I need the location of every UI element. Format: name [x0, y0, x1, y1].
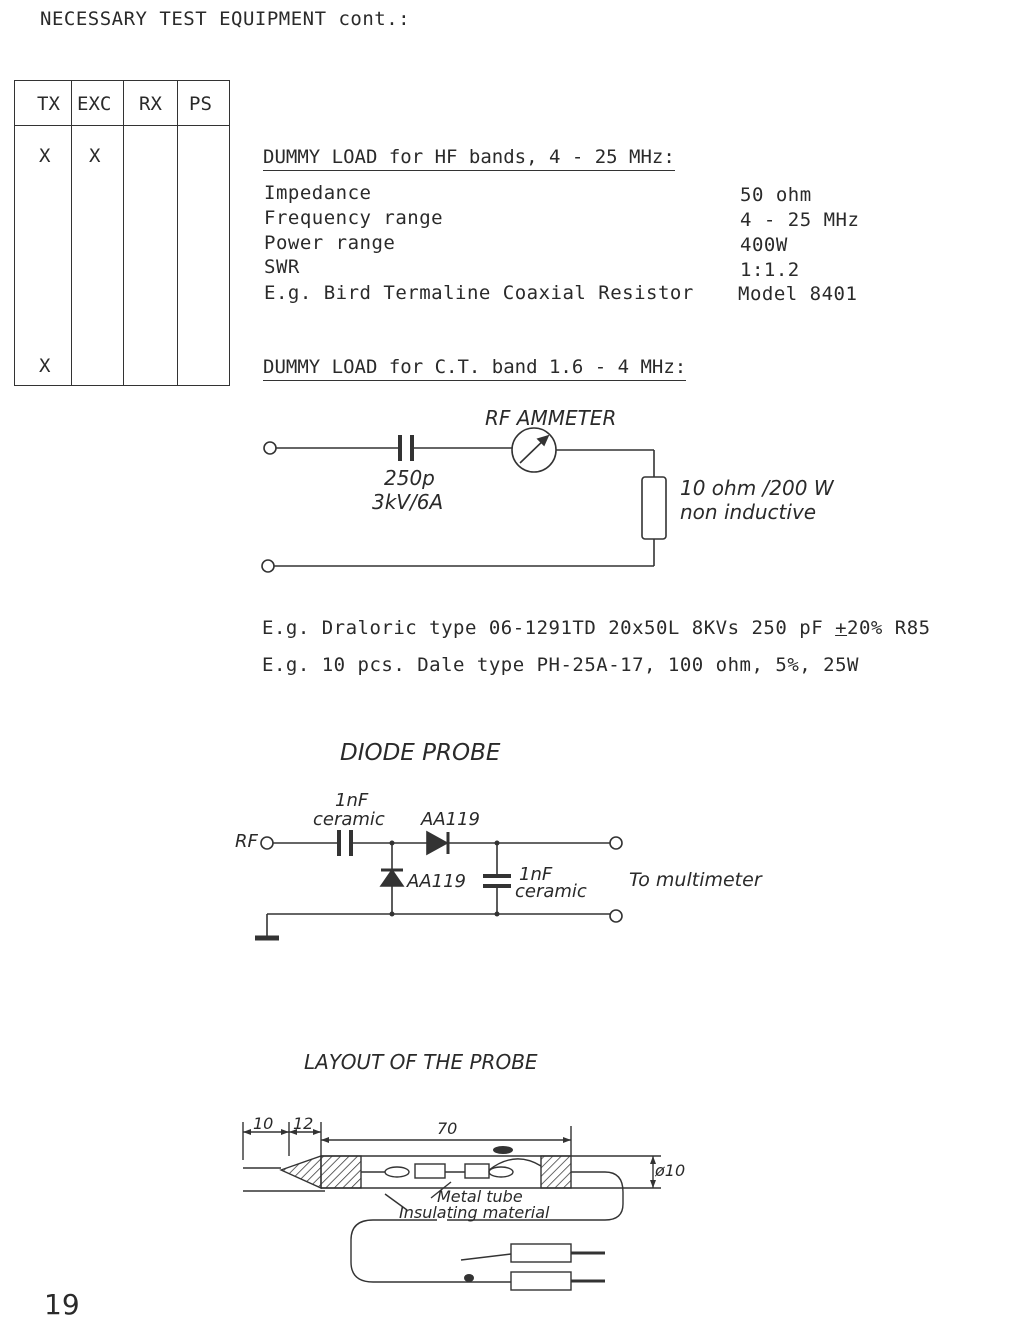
spec-label: Power range: [264, 232, 396, 254]
insulating-material-label: Insulating material: [399, 1203, 550, 1222]
resistor-note: non inductive: [680, 500, 817, 524]
column-header-rx: RX: [139, 93, 162, 115]
ct-load-title: DUMMY LOAD for C.T. band 1.6 - 4 MHz:: [263, 356, 686, 381]
cap1-value: 1nF: [335, 790, 369, 811]
cap2-type: ceramic: [515, 881, 587, 902]
metal-tube-label: Metal tube: [437, 1187, 523, 1206]
column-header-tx: TX: [37, 93, 60, 115]
cap-value: 250p: [384, 466, 435, 490]
page-header: NECESSARY TEST EQUIPMENT cont.:: [40, 8, 411, 30]
diode-series-icon: [427, 832, 447, 854]
cap2-value: 1nF: [519, 864, 553, 885]
spec-value: 4 - 25 MHz: [740, 209, 860, 231]
probe-layout-title: LAYOUT OF THE PROBE: [304, 1050, 538, 1074]
output-label: To multimeter: [629, 869, 762, 891]
page-number: 19: [44, 1288, 80, 1321]
dim-label: 12: [293, 1114, 314, 1133]
spec-label: Frequency range: [264, 207, 444, 229]
diode-probe-title: DIODE PROBE: [340, 740, 501, 766]
ammeter-label: RF AMMETER: [485, 406, 617, 430]
diode-shunt-icon: [381, 870, 403, 886]
equipment-table: [14, 80, 230, 386]
dim-label: 70: [437, 1119, 458, 1138]
spec-label: SWR: [264, 256, 300, 278]
mark-tx-ct: X: [39, 355, 51, 377]
resistor-value: 10 ohm /200 W: [680, 476, 834, 500]
mark-tx-hf: X: [39, 145, 51, 167]
hf-load-title: DUMMY LOAD for HF bands, 4 - 25 MHz:: [263, 146, 675, 171]
dim-label: 10: [253, 1114, 274, 1133]
mark-exc-hf: X: [89, 145, 101, 167]
diode-series-label: AA119: [421, 809, 480, 830]
probe-layout-drawing: [225, 1110, 695, 1295]
spec-value: 50 ohm: [740, 184, 812, 206]
diode-probe-schematic: [225, 780, 765, 950]
column-header-exc: EXC: [77, 93, 112, 115]
diode-shunt-label: AA119: [407, 871, 466, 892]
spec-label: Impedance: [264, 182, 372, 204]
spec-value: 1:1.2: [740, 259, 800, 281]
ct-dummy-load-schematic: [250, 395, 850, 585]
spec-value: Model 8401: [738, 283, 858, 305]
cap-rating: 3kV/6A: [372, 490, 444, 514]
diameter-label: ø10: [655, 1161, 686, 1180]
example-line-1: E.g. Draloric type 06-1291TD 20x50L 8KVs 250 pF +20% R85: [262, 617, 931, 639]
column-header-ps: PS: [189, 93, 212, 115]
rf-input-label: RF: [235, 831, 258, 852]
spec-value: 400W: [740, 234, 788, 256]
example-line-2: E.g. 10 pcs. Dale type PH-25A-17, 100 ohm, 5%, 25W: [262, 654, 859, 676]
resistor-icon: [642, 477, 666, 539]
spec-label: E.g. Bird Termaline Coaxial Resistor: [264, 282, 694, 304]
cap1-type: ceramic: [313, 809, 385, 830]
